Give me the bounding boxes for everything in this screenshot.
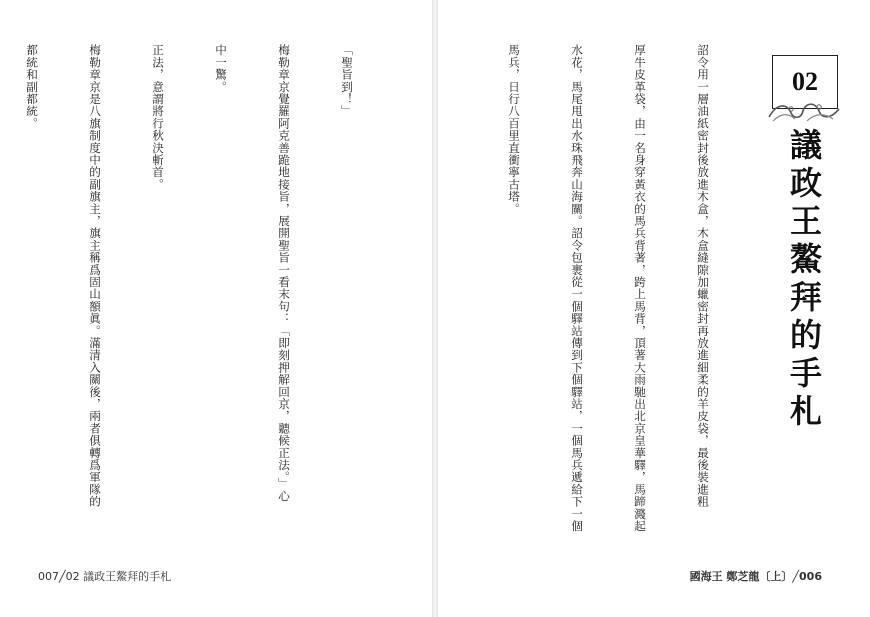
text-line: 「聖旨到！」 (340, 44, 354, 118)
text-line: 都統和副都統。 (25, 44, 39, 130)
text-line: 馬兵，日行八百里直衝寧古塔。 (507, 44, 521, 215)
text-line: 正法，意謂將行秋決斬首。 (151, 44, 165, 191)
text-line: 水花，馬尾甩出水珠飛奔山海關。詔令包裹從一個驛站傳到下個驛站，一個馬兵遞給下一個 (570, 44, 584, 532)
right-page-text (481, 44, 755, 534)
text-line: 厚牛皮革袋，由一名身穿黃衣的馬兵背著，跨上馬背，頂著大雨馳出北京皇華驛，馬蹄濺起 (633, 44, 647, 532)
page-footer-right: 國海王 鄭芝龍〔上〕╱006 (689, 570, 822, 583)
text-line: 梅勒章京是八旗制度中的副旗主，旗主稱爲固山額眞。滿清入關後，兩者俱轉爲軍隊的 (88, 44, 102, 508)
text-line: 梅勒章京覺羅阿克善跪地接旨，展開聖旨一看末句：「即刻押解回京，聽候正法。」心 (277, 44, 291, 502)
right-page (435, 0, 870, 617)
text-line: 詔令用一層油紙密封後放進木盒，木盒縫隙加蠟密封再放進細柔的羊皮袋，最後裝進粗 (696, 44, 710, 508)
wave-ornament-icon (767, 95, 841, 123)
chapter-number: 02 (772, 55, 838, 109)
text-line: 中一驚。 (214, 44, 228, 93)
book-gutter (432, 0, 438, 617)
chapter-title: 議政王鰲拜的手札 (785, 128, 823, 432)
left-page-text (19, 44, 399, 534)
page-footer-left: 007╱02 議政王鰲拜的手札 (38, 570, 172, 583)
